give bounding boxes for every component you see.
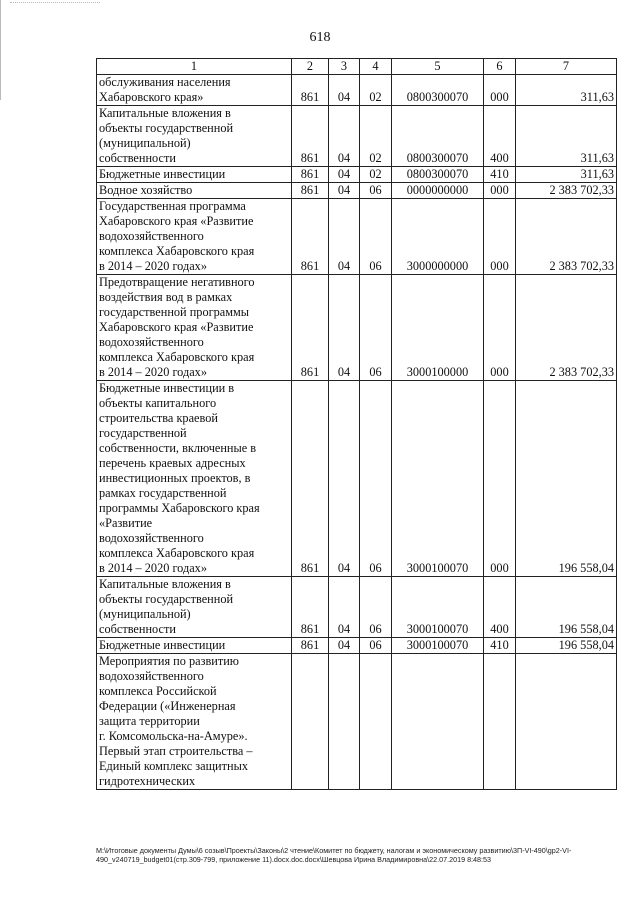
amount: 311,63 — [516, 106, 617, 167]
expense-type-code: 000 — [484, 183, 516, 199]
ministry-code: 861 — [292, 75, 329, 106]
target-article-code: 3000100070 — [392, 577, 484, 638]
expense-type-code: 000 — [484, 75, 516, 106]
ministry-code: 861 — [292, 275, 329, 381]
expense-type-code: 000 — [484, 381, 516, 577]
scan-edge-mark — [0, 0, 7, 100]
table-row — [97, 275, 617, 381]
expense-type-code: 410 — [484, 638, 516, 654]
section-code: 04 — [329, 183, 360, 199]
target-article-code: 3000100070 — [392, 381, 484, 577]
budget-table — [96, 58, 617, 790]
ministry-code: 861 — [292, 106, 329, 167]
column-header: 2 — [292, 59, 329, 75]
table-row — [97, 106, 617, 167]
column-header: 7 — [516, 59, 617, 75]
section-code: 04 — [329, 106, 360, 167]
expense-type-code: 400 — [484, 106, 516, 167]
target-article-code: 3000100000 — [392, 275, 484, 381]
ministry-code: 861 — [292, 577, 329, 638]
amount: 2 383 702,33 — [516, 183, 617, 199]
subsection-code: 06 — [360, 183, 392, 199]
subsection-code: 06 — [360, 199, 392, 275]
document-path-footer: M:\Итоговые документы Думы\6 созыв\Проекты\Законы\2 чтение\Комитет по бюджету, налогам и экономическому развитию\3П-VI-490\gp2-VI-490_v240719_budget01(стр.309-799, приложение 11).docx.doc.docx\Шевцова Ирина Владимировна\22.07.2019 8:48:53 — [96, 846, 572, 864]
section-code: 04 — [329, 381, 360, 577]
amount: 311,63 — [516, 167, 617, 183]
section-code: 04 — [329, 577, 360, 638]
item-name: Капитальные вложения в объекты государственной (муниципальной) собственности — [97, 577, 292, 638]
item-name: Бюджетные инвестиции — [97, 167, 292, 183]
scan-top-mark — [10, 2, 100, 6]
ministry-code: 861 — [292, 638, 329, 654]
item-name: Мероприятия по развитию водохозяйственного комплекса Российской Федерации («Инженерная защита территории г. Комсомольска-на-Амуре». Первый этап строительства – Единый комплекс защитных гидротехнических — [97, 654, 292, 790]
table-row — [97, 183, 617, 199]
table-row — [97, 75, 617, 106]
column-header-row — [97, 59, 617, 75]
target-article-code: 0000000000 — [392, 183, 484, 199]
section-code: 04 — [329, 275, 360, 381]
section-code — [329, 654, 360, 790]
target-article-code: 3000100070 — [392, 638, 484, 654]
item-name: Предотвращение негативного воздействия вод в рамках государственной программы Хабаровского края «Развитие водохозяйственного комплекса Хабаровского края в 2014 – 2020 годах» — [97, 275, 292, 381]
amount: 311,63 — [516, 75, 617, 106]
expense-type-code: 000 — [484, 199, 516, 275]
subsection-code: 02 — [360, 106, 392, 167]
ministry-code: 861 — [292, 167, 329, 183]
subsection-code: 06 — [360, 381, 392, 577]
table-row — [97, 638, 617, 654]
table-row — [97, 577, 617, 638]
section-code: 04 — [329, 167, 360, 183]
subsection-code — [360, 654, 392, 790]
target-article-code — [392, 654, 484, 790]
amount: 2 383 702,33 — [516, 275, 617, 381]
expense-type-code: 400 — [484, 577, 516, 638]
amount: 196 558,04 — [516, 638, 617, 654]
section-code: 04 — [329, 75, 360, 106]
item-name: Бюджетные инвестиции — [97, 638, 292, 654]
table-row — [97, 167, 617, 183]
page-number: 618 — [309, 30, 331, 45]
item-name: Бюджетные инвестиции в объекты капитального строительства краевой государственной собственности, включенные в перечень краевых адресных инвестиционных проектов, в рамках государственной программы Хабаровского края «Развитие водохозяйственного комплекса Хабаровского края в 2014 – 2020 годах» — [97, 381, 292, 577]
section-code: 04 — [329, 638, 360, 654]
target-article-code: 0800300070 — [392, 106, 484, 167]
expense-type-code — [484, 654, 516, 790]
subsection-code: 02 — [360, 167, 392, 183]
column-header: 4 — [360, 59, 392, 75]
table-row — [97, 381, 617, 577]
ministry-code: 861 — [292, 381, 329, 577]
column-header: 3 — [329, 59, 360, 75]
subsection-code: 02 — [360, 75, 392, 106]
subsection-code: 06 — [360, 275, 392, 381]
column-header: 6 — [484, 59, 516, 75]
amount: 196 558,04 — [516, 577, 617, 638]
column-header: 1 — [97, 59, 292, 75]
item-name: Водное хозяйство — [97, 183, 292, 199]
amount: 2 383 702,33 — [516, 199, 617, 275]
section-code: 04 — [329, 199, 360, 275]
target-article-code: 0800300070 — [392, 167, 484, 183]
subsection-code: 06 — [360, 638, 392, 654]
subsection-code: 06 — [360, 577, 392, 638]
column-header: 5 — [392, 59, 484, 75]
expense-type-code: 000 — [484, 275, 516, 381]
table-row — [97, 199, 617, 275]
ministry-code: 861 — [292, 199, 329, 275]
amount — [516, 654, 617, 790]
target-article-code: 0800300070 — [392, 75, 484, 106]
ministry-code: 861 — [292, 183, 329, 199]
item-name: Капитальные вложения в объекты государственной (муниципальной) собственности — [97, 106, 292, 167]
table-row — [97, 654, 617, 790]
item-name: обслуживания населения Хабаровского края» — [97, 75, 292, 106]
ministry-code — [292, 654, 329, 790]
target-article-code: 3000000000 — [392, 199, 484, 275]
amount: 196 558,04 — [516, 381, 617, 577]
item-name: Государственная программа Хабаровского края «Развитие водохозяйственного комплекса Хабаровского края в 2014 – 2020 годах» — [97, 199, 292, 275]
expense-type-code: 410 — [484, 167, 516, 183]
